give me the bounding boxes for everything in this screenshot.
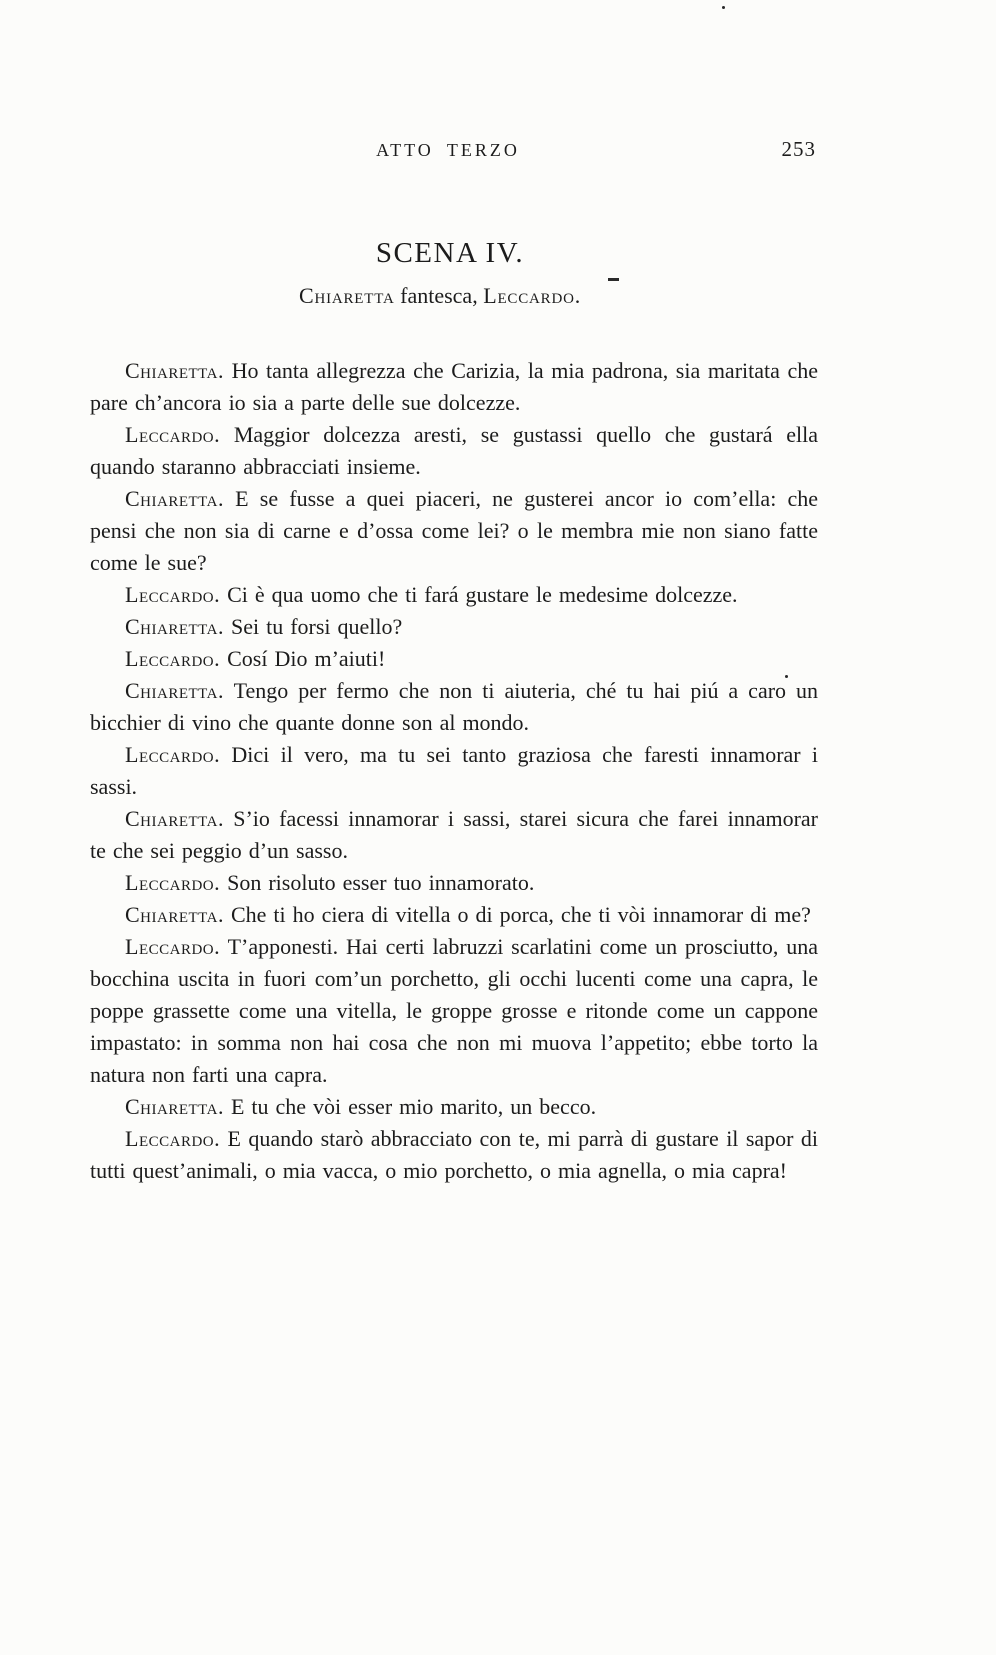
dialogue-paragraph [90, 1123, 818, 1187]
dialogue-paragraph [90, 867, 818, 899]
speaker-name: Leccardo. [125, 1126, 221, 1151]
dialogue-text: Maggior dolcezza aresti, se gustassi quello che gustará ella quando staranno abbracciati insieme. [90, 422, 818, 479]
dialogue-paragraph [90, 419, 818, 483]
dialogue-text: Ci è qua uomo che ti fará gustare le medesime dolcezze. [227, 582, 738, 607]
speaker-name: Chiaretta. [125, 614, 224, 639]
cast-line [76, 283, 804, 309]
dialogue-text: Son risoluto esser tuo innamorato. [227, 870, 535, 895]
speaker-name: Chiaretta. [125, 1094, 224, 1119]
dialogue-text: E tu che vòi esser mio marito, un becco. [230, 1094, 597, 1119]
speaker-name: Leccardo. [125, 646, 221, 671]
speaker-name: Chiaretta. [125, 486, 224, 511]
dialogue-paragraph [90, 611, 818, 643]
dialogue-paragraph [90, 355, 818, 419]
speaker-name: Chiaretta. [125, 678, 224, 703]
dialogue-text: Sei tu forsi quello? [230, 614, 403, 639]
dialogue-text: Tengo per fermo che non ti aiuteria, ché tu hai piú a caro un bicchier di vino che quante donne son al mondo. [90, 678, 819, 735]
dialogue-paragraph [90, 931, 818, 1091]
cast-role: fantesca, [400, 283, 478, 308]
speaker-name: Chiaretta. [125, 902, 224, 927]
speaker-name: Chiaretta. [125, 358, 224, 383]
page-number: 253 [781, 137, 816, 161]
dialogue-paragraph [90, 899, 818, 931]
dialogue-paragraph [90, 483, 818, 579]
running-head-row [90, 136, 818, 166]
dialogue-paragraph [90, 675, 818, 739]
dialogue-text: Ho tanta allegrezza che Carizia, la mia padrona, sia maritata che pare ch’ancora io sia a parte delle sue dolcezze. [90, 358, 819, 415]
speaker-name: Leccardo. [125, 422, 221, 447]
dialogue-text: Che ti ho ciera di vitella o di porca, che ti vòi innamorar di me? [230, 902, 811, 927]
speaker-name: Leccardo. [125, 870, 221, 895]
dialogue-paragraph [90, 739, 818, 803]
dialogue-paragraph [90, 643, 818, 675]
dialogue-text: S’io facessi innamorar i sassi, starei sicura che farei innamorar te che sei peggio d’un sasso. [90, 806, 819, 863]
scan-speck-dash [608, 278, 619, 281]
speaker-name: Leccardo. [125, 934, 221, 959]
dialogue [90, 355, 818, 1187]
dialogue-paragraph [90, 579, 818, 611]
dialogue-paragraph [90, 803, 818, 867]
speaker-name: Chiaretta. [125, 806, 224, 831]
dialogue-text: T’apponesti. Hai certi labruzzi scarlatini come un prosciutto, una bocchina uscita in fuori com’un porchetto, gli occhi lucenti come una capra, le poppe grassette come una vitella, le groppe grosse e ritonde come un cappone impastato: in somma non hai cosa che non mi muova l’appetito; ebbe torto la natura non farti una capra. [90, 934, 818, 1087]
cast-name: Leccardo. [483, 283, 582, 308]
cast-name: Chiaretta [298, 283, 395, 308]
dialogue-paragraph [90, 1091, 818, 1123]
dialogue-text: Cosí Dio m’aiuti! [227, 646, 386, 671]
dialogue-text: E quando starò abbracciato con te, mi parrà di gustare il sapor di tutti quest’animali, o mia vacca, o mio porchetto, o mia agnella, o mia capra! [90, 1126, 819, 1183]
dialogue-text: Dici il vero, ma tu sei tanto graziosa che faresti innamorar i sassi. [90, 742, 819, 799]
scan-speck [722, 6, 725, 9]
running-head: ATTO TERZO [376, 140, 520, 160]
scene-title: SCENA IV. [375, 237, 525, 269]
speaker-name: Leccardo. [125, 742, 221, 767]
dialogue-text: E se fusse a quei piaceri, ne gusterei ancor io com’ella: che pensi che non sia di carne e d’ossa come lei? o le membra mie non siano fatte come le sue? [90, 486, 819, 575]
speaker-name: Leccardo. [125, 582, 221, 607]
